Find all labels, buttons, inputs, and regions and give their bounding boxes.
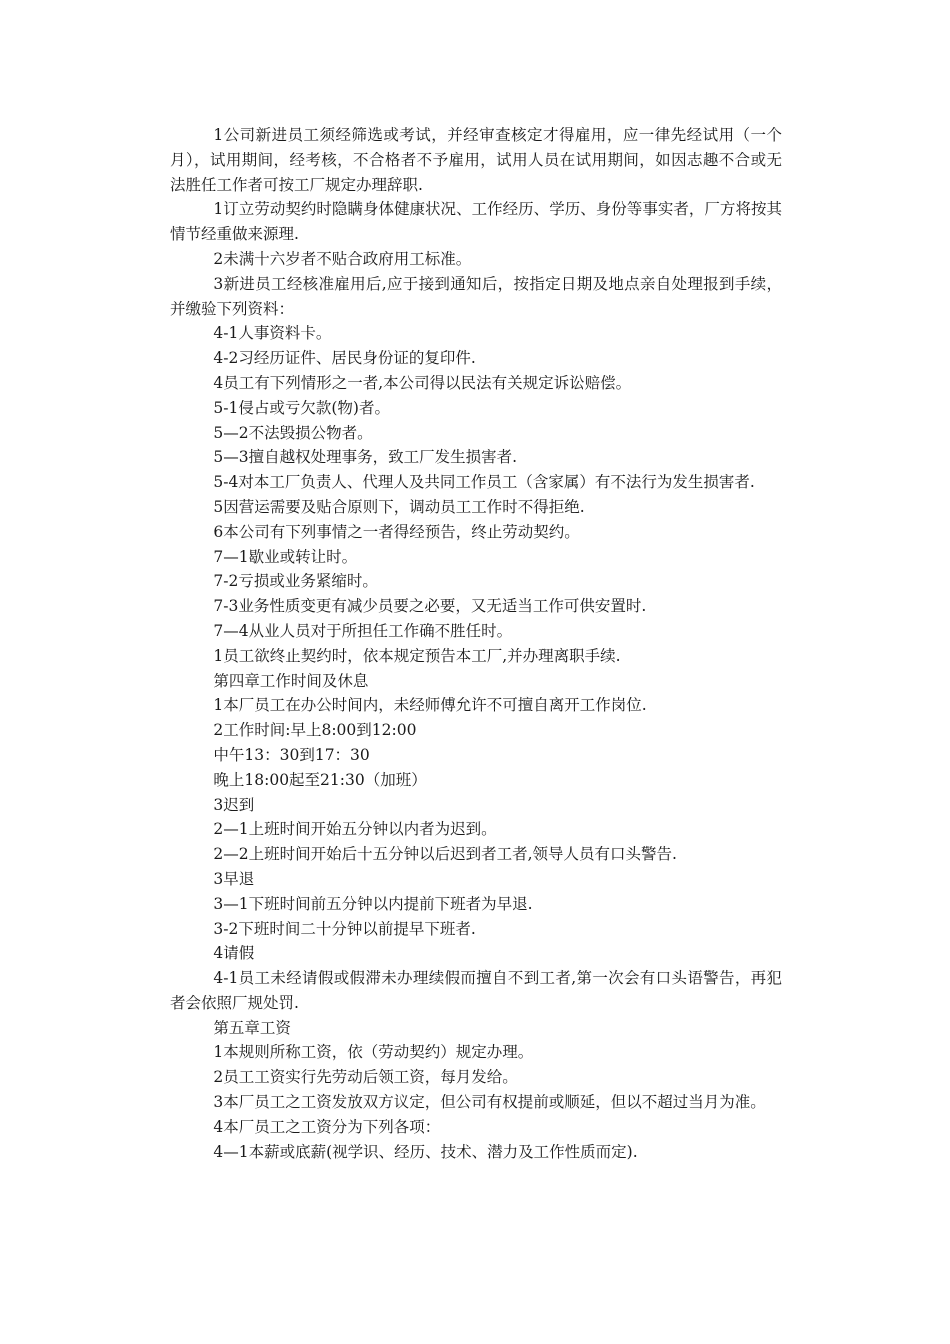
paragraph: 1公司新进员工须经筛选或考试，并经审查核定才得雇用，应一律先经试用（一个月），试用期间，经考核，不合格者不予雇用，试用人员在试用期间，如因志趣不合或无法胜任工作者可按工厂规定办理辞职. [170,126,782,194]
paragraph: 7—4从业人员对于所担任工作确不胜任时。 [213,621,513,640]
paragraph: 2—2上班时间开始后十五分钟以后迟到者工者,领导人员有口头警告. [213,845,677,864]
paragraph: 3新进员工经核准雇用后,应于接到通知后，按指定日期及地点亲自处理报到手续，并缴验下列资料： [170,274,782,318]
paragraph: 6本公司有下列事情之一者得经预告，终止劳动契约。 [213,522,580,541]
paragraph: 5-4对本工厂负责人、代理人及共同工作员工（含家属）有不法行为发生损害者. [213,473,755,492]
section-heading: 3迟到 [213,795,255,814]
paragraph: 5-1侵占或亏欠款(物)者。 [213,398,390,417]
paragraph: 2—1上班时间开始五分钟以内者为迟到。 [213,820,497,839]
paragraph: 2员工工资实行先劳动后领工资，每月发给。 [213,1068,518,1087]
paragraph: 4-2习经历证件、居民身份证的复印件. [213,349,476,368]
paragraph: 7—1歇业或转让时。 [213,547,358,566]
paragraph: 3本厂员工之工资发放双方议定，但公司有权提前或顺延，但以不超过当月为准。 [213,1093,766,1112]
paragraph: 7-3业务性质变更有减少员要之必要，又无适当工作可供安置时. [213,597,647,616]
paragraph: 7-2亏损或业务紧缩时。 [213,572,378,591]
section-heading: 4请假 [213,944,255,963]
paragraph: 3-2下班时间二十分钟以前提早下班者. [213,919,476,938]
paragraph: 1订立劳动契约时隐瞒身体健康状况、工作经历、学历、身份等事实者，厂方将按其情节经重做来源理. [170,200,782,244]
paragraph: 3—1下班时间前五分钟以内提前下班者为早退. [213,894,533,913]
paragraph: 1员工欲终止契约时，依本规定预告本工厂,并办理离职手续. [213,646,621,665]
chapter-heading: 第五章工资 [213,1018,291,1037]
paragraph: 中午13：30到17：30 [213,745,370,764]
paragraph: 4-1员工未经请假或假滞未办理续假而擅自不到工者,第一次会有口头语警告，再犯者会依照厂规处罚. [170,969,782,1012]
paragraph: 5因营运需要及贴合原则下，调动员工工作时不得拒绝. [213,497,585,516]
paragraph: 4员工有下列情形之一者,本公司得以民法有关规定诉讼赔偿。 [213,373,632,392]
paragraph: 1本厂员工在办公时间内，未经师傅允许不可擅自离开工作岗位. [213,696,647,715]
chapter-heading: 第四章工作时间及休息 [213,671,369,690]
paragraph: 1本规则所称工资，依（劳动契约）规定办理。 [213,1043,534,1062]
section-heading: 3早退 [213,869,255,888]
paragraph: 5—2不法毁损公物者。 [213,423,373,442]
document-body [170,123,782,1164]
paragraph: 4-1人事资料卡。 [213,324,332,343]
paragraph: 2未满十六岁者不贴合政府用工标准。 [213,249,472,268]
paragraph: 5—3擅自越权处理事务，致工厂发生损害者. [213,448,518,467]
paragraph: 4本厂员工之工资分为下列各项： [213,1117,441,1136]
paragraph: 2工作时间:早上8:00到12:00 [213,721,417,740]
paragraph: 晚上18:00起至21:30（加班） [213,770,427,789]
paragraph: 4—1本薪或底薪(视学识、经历、技术、潜力及工作性质而定). [213,1142,638,1161]
